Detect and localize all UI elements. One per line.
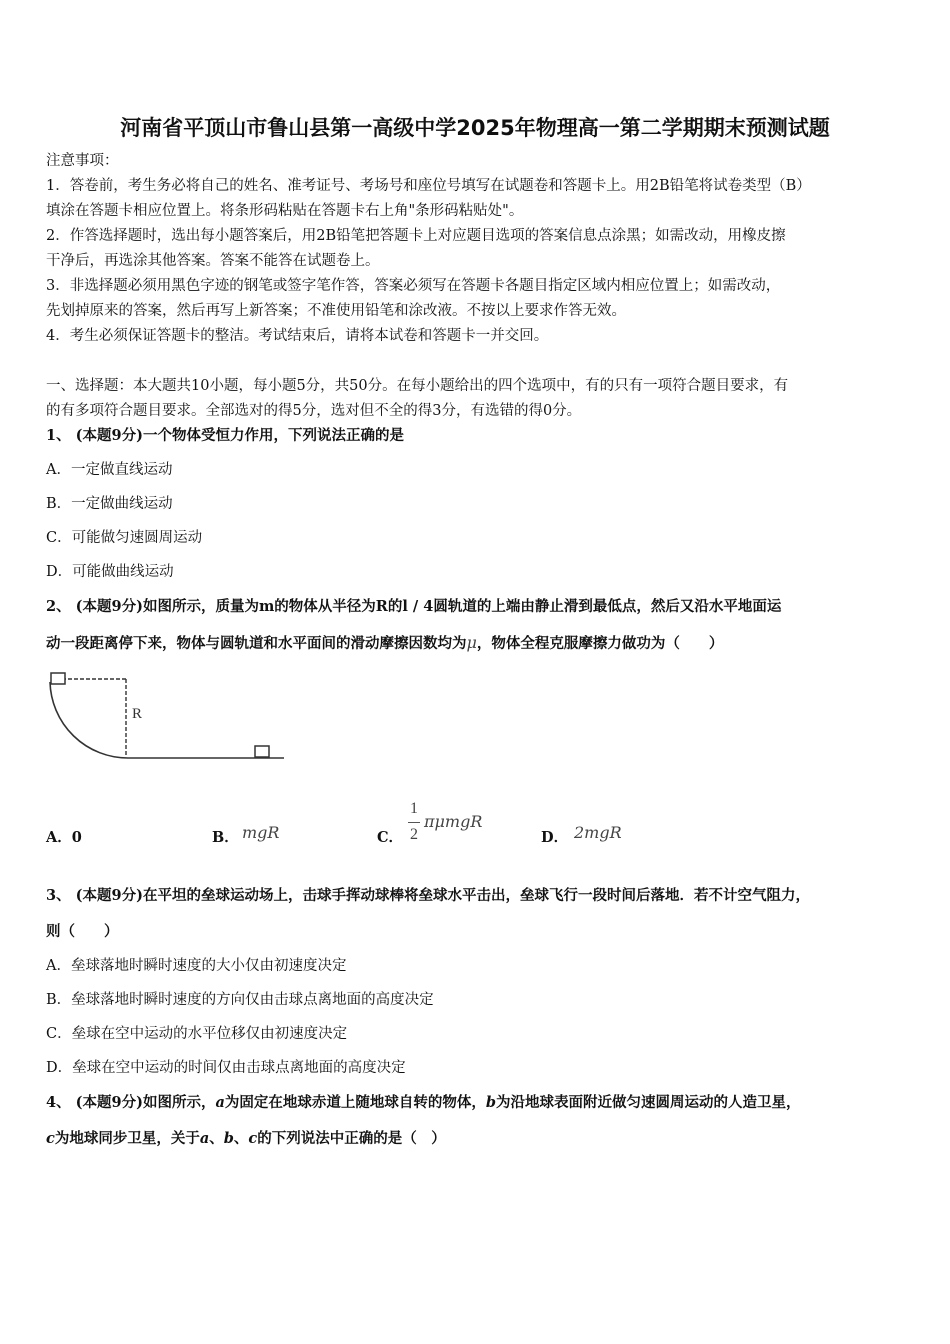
notice-line: 2．作答选择题时，选出每小题答案后，用2B铅笔把答题卡上对应题目选项的答案信息点涂黑；如需改动，用橡皮擦: [46, 228, 786, 244]
var-a: a: [199, 1130, 210, 1147]
q1-option-a: A．一定做直线运动: [46, 462, 173, 478]
q4-text: 4、 (本题9分)如图所示，: [46, 1094, 216, 1111]
block-top: [51, 673, 65, 684]
notice-line: 1．答卷前，考生务必将自己的姓名、准考证号、考场号和座位号填写在试题卷和答题卡上。用2B铅笔将试卷类型（B）: [46, 178, 811, 194]
var-b: b: [223, 1130, 234, 1147]
q2-option-b-value: mgR: [242, 823, 280, 842]
q2-stem-text: 动一段距离停下来，物体与圆轨道和水平面间的滑动摩擦因数均为: [46, 635, 467, 652]
notice-line: 3．非选择题必须用黑色字迹的钢笔或签字笔作答，答案必须写在答题卡各题目指定区域内相应位置上；如需改动，: [46, 278, 781, 294]
q3-option-b: B．垒球落地时瞬时速度的方向仅由击球点离地面的高度决定: [46, 992, 434, 1008]
fraction-numerator: 1: [410, 800, 418, 817]
fraction-bar: [408, 822, 420, 823]
q3-option-d: D．垒球在空中运动的时间仅由击球点离地面的高度决定: [46, 1060, 406, 1076]
var-c: c: [248, 1130, 258, 1147]
q3-option-a: A．垒球落地时瞬时速度的大小仅由初速度决定: [46, 958, 347, 974]
q4-text: 为沿地球表面附近做匀速圆周运动的人造卫星，: [496, 1094, 801, 1111]
question-1-stem: 1、 (本题9分)一个物体受恒力作用，下列说法正确的是: [46, 427, 404, 444]
var-b: b: [485, 1094, 496, 1111]
q1-option-b: B．一定做曲线运动: [46, 496, 173, 512]
q4-text: 为固定在地球赤道上随地球自转的物体，: [224, 1094, 486, 1111]
question-2-stem: 2、 (本题9分)如图所示，质量为m的物体从半径为R的l / 4圆轨道的上端由静止滑到最低点，然后又沿水平地面运: [46, 598, 782, 615]
q2-option-c-label: C．: [377, 829, 404, 846]
q2-option-c-value: πμmgR: [424, 812, 483, 831]
notice-line: 4．考生必须保证答题卡的整洁。考试结束后，请将本试卷和答题卡一并交回。: [46, 328, 549, 344]
fraction-denominator: 2: [410, 826, 418, 843]
q4-text: 的下列说法中正确的是（ ）: [257, 1130, 446, 1147]
q2-option-a-value: 0: [71, 829, 82, 846]
q2-option-d-value: 2mgR: [574, 823, 622, 842]
notice-line: 干净后，再选涂其他答案。答案不能答在试题卷上。: [46, 253, 380, 269]
section-intro: 的有多项符合题目要求。全部选对的得5分，选对但不全的得3分，有选错的得0分。: [46, 403, 582, 419]
quarter-circle-track: [50, 682, 128, 758]
mu-symbol: μ: [466, 633, 477, 652]
notice-line: 填涂在答题卡相应位置上。将条形码粘贴在答题卡右上角"条形码粘贴处"。: [46, 203, 524, 219]
quarter-circle-track-diagram: [44, 670, 294, 765]
radius-label: R: [132, 706, 143, 722]
q1-option-c: C．可能做匀速圆周运动: [46, 530, 203, 546]
block-bottom: [255, 746, 269, 757]
q2-stem-text: ，物体全程克服摩擦力做功为（ ）: [476, 635, 724, 652]
q4-sep: 、: [233, 1130, 249, 1147]
page-title: 河南省平顶山市鲁山县第一高级中学2025年物理高一第二学期期末预测试题: [120, 116, 830, 140]
question-4-stem: [46, 1093, 801, 1113]
q2-option-a-label: A．: [46, 829, 72, 846]
question-3-stem-line2: 则（ ）: [46, 923, 119, 940]
var-c: c: [46, 1130, 55, 1147]
var-a: a: [215, 1094, 225, 1111]
notice-line: 先划掉原来的答案，然后再写上新答案；不准使用铅笔和涂改液。不按以上要求作答无效。: [46, 303, 626, 319]
q4-sep: 、: [209, 1130, 224, 1147]
q3-option-c: C．垒球在空中运动的水平位移仅由初速度决定: [46, 1026, 348, 1042]
q2-option-b-label: B．: [212, 829, 239, 846]
q1-option-d: D．可能做曲线运动: [46, 564, 174, 580]
q2-option-d-label: D．: [541, 829, 569, 846]
q2-option-a: [46, 828, 82, 848]
question-2-stem-line2: [46, 633, 723, 654]
section-intro: 一、选择题：本大题共10小题，每小题5分，共50分。在每小题给出的四个选项中，有的只有一项符合题目要求，有: [46, 378, 789, 394]
question-3-stem: 3、 (本题9分)在平坦的垒球运动场上，击球手挥动球棒将垒球水平击出，垒球飞行一段时间后落地．若不计空气阻力，: [46, 887, 810, 904]
notice-heading: 注意事项：: [46, 153, 119, 169]
question-4-stem-line2: [46, 1129, 446, 1149]
q4-text: 为地球同步卫星，关于: [54, 1130, 200, 1147]
